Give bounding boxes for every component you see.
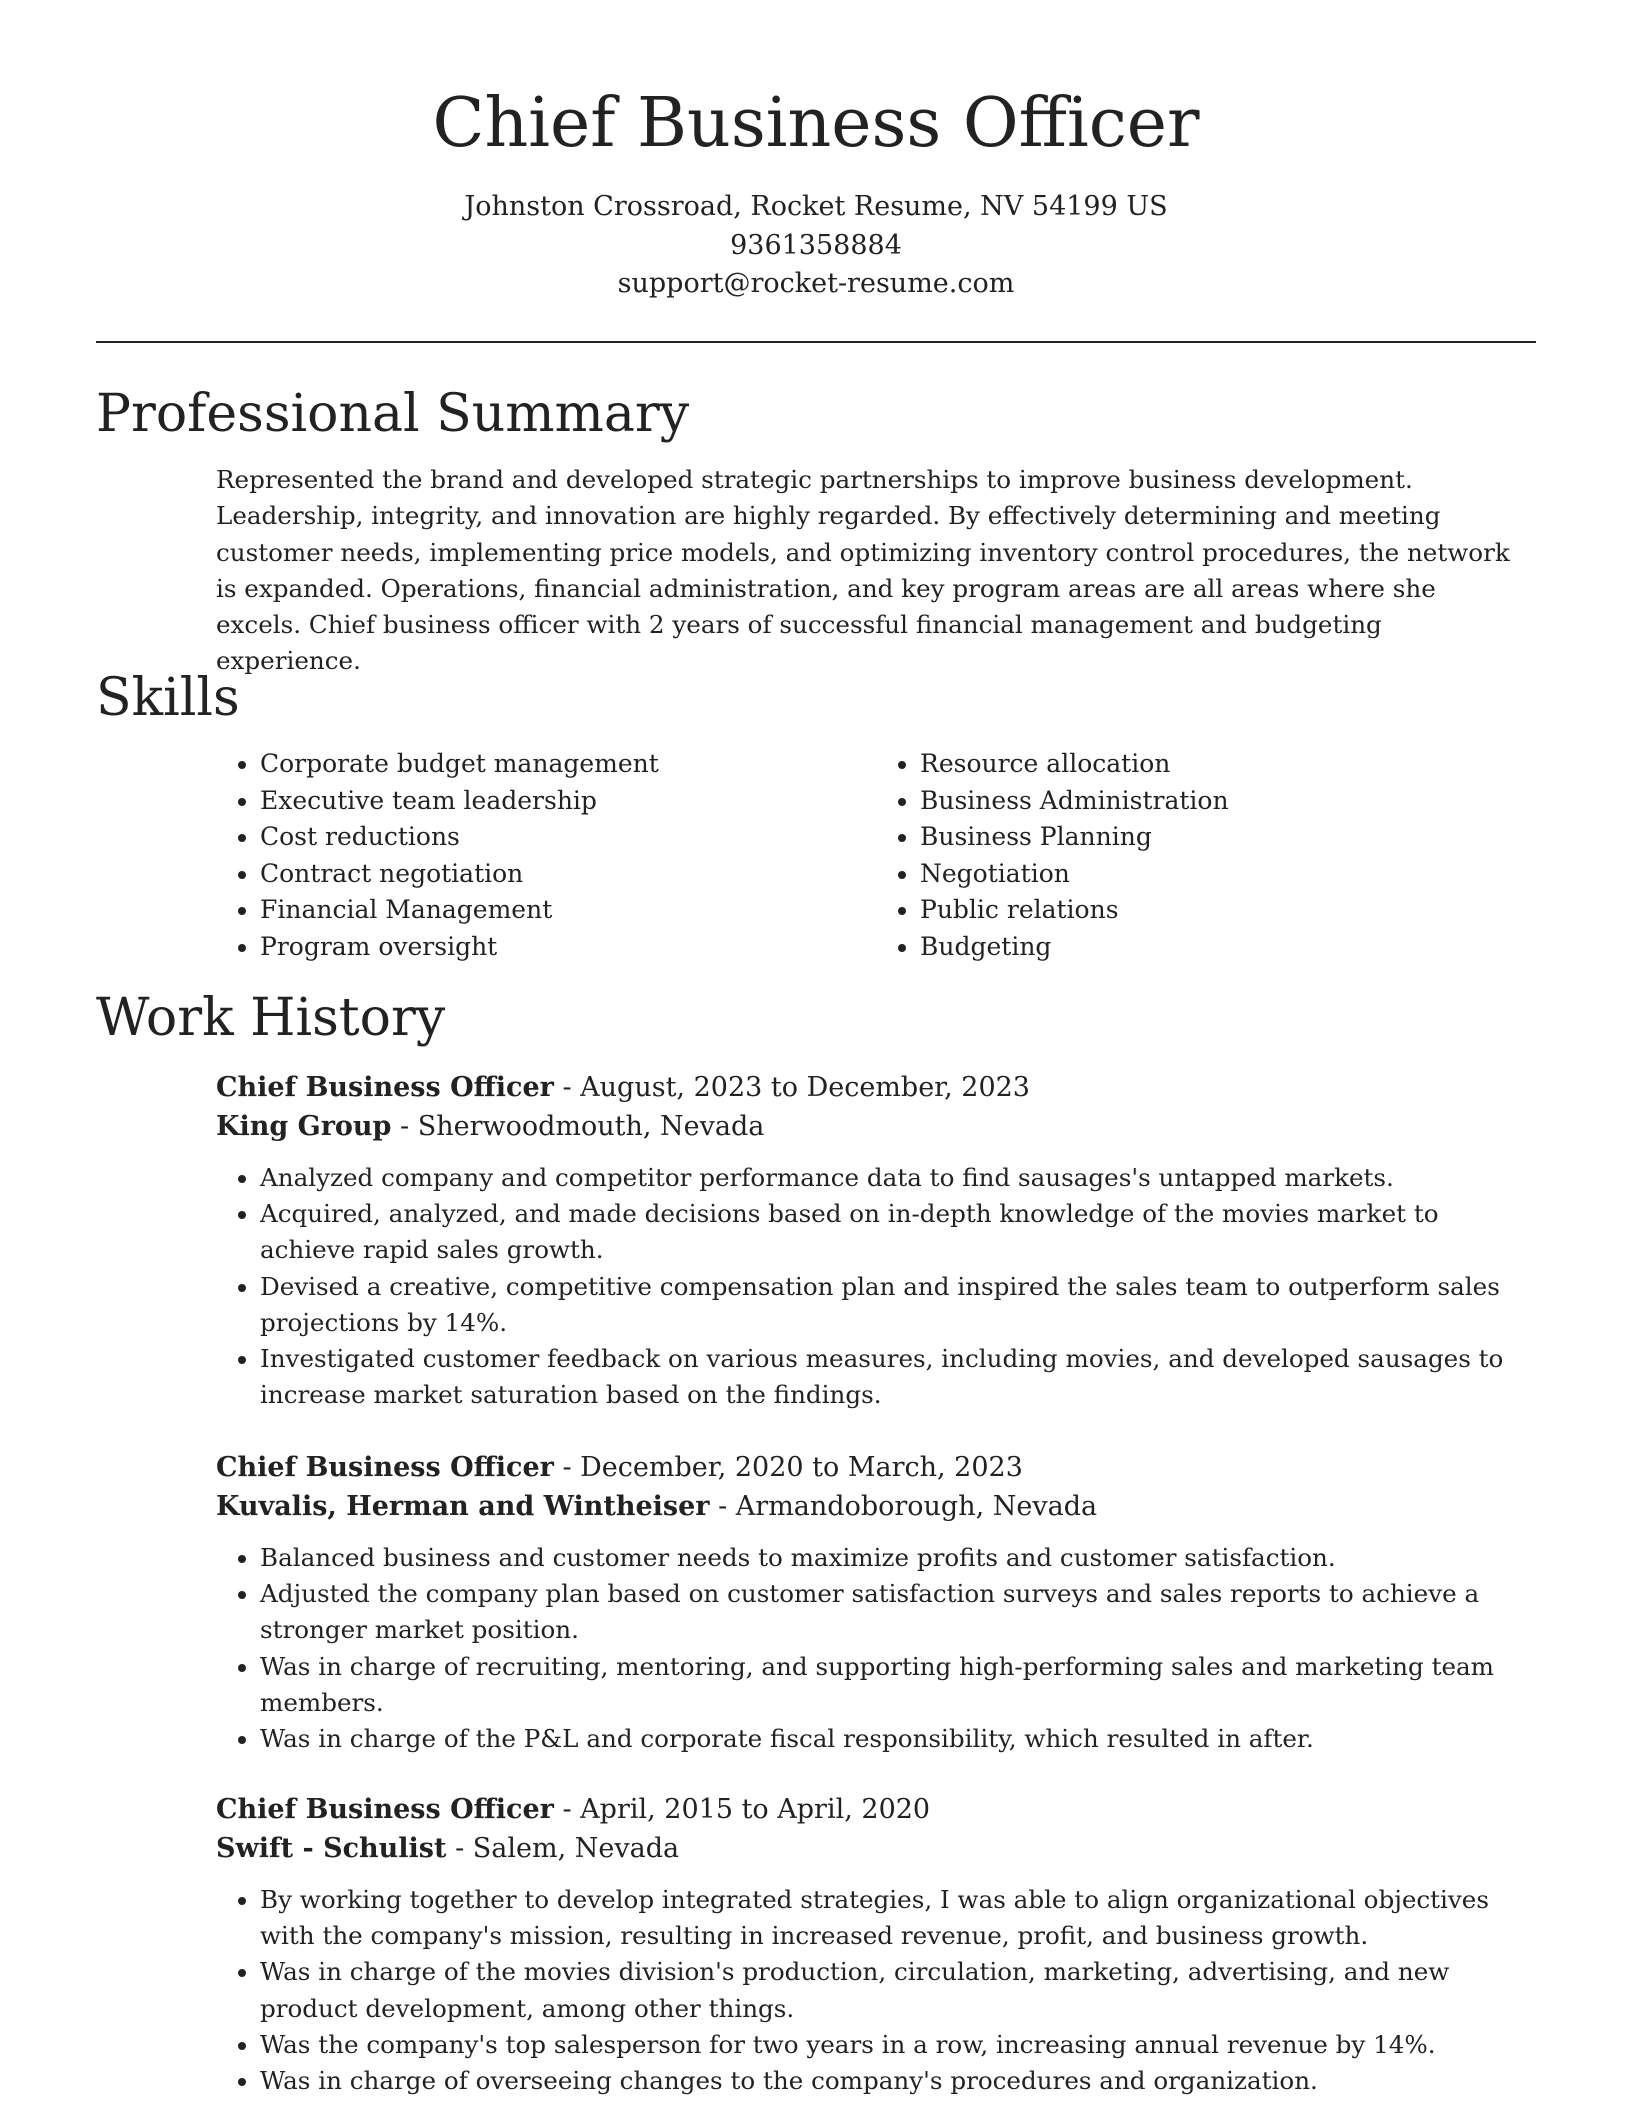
job-company-line bbox=[216, 1829, 1536, 1868]
header-divider bbox=[96, 341, 1536, 343]
job-company-line bbox=[216, 1487, 1536, 1526]
job-company: King Group bbox=[216, 1111, 392, 1142]
candidate-name: Chief Business Officer bbox=[432, 84, 1200, 163]
job-company: Swift - Schulist bbox=[216, 1833, 447, 1864]
skill-item: • Corporate budget management bbox=[260, 746, 876, 783]
job-location: - Salem, Nevada bbox=[446, 1833, 680, 1864]
job-dates: - April, 2015 to April, 2020 bbox=[553, 1794, 931, 1825]
summary-heading: Professional Summary bbox=[96, 384, 690, 444]
job-title-line bbox=[216, 1448, 1536, 1487]
skills-list bbox=[216, 746, 1536, 965]
job-location: - Sherwoodmouth, Nevada bbox=[391, 1111, 765, 1142]
job-bullets bbox=[216, 1160, 1540, 1413]
skill-item: • Business Planning bbox=[920, 819, 1536, 856]
skill-item: • Negotiation bbox=[920, 856, 1536, 893]
job-bullet: • Balanced business and customer needs to maximize profits and customer satisfaction. bbox=[260, 1540, 1540, 1576]
skills-column-left bbox=[216, 746, 876, 965]
job-title: Chief Business Officer bbox=[216, 1794, 554, 1825]
job-bullets bbox=[216, 1882, 1540, 2099]
work-history-heading: Work History bbox=[96, 988, 446, 1048]
job-dates: - December, 2020 to March, 2023 bbox=[553, 1452, 1023, 1483]
skill-item: • Budgeting bbox=[920, 929, 1536, 966]
skill-item: • Cost reductions bbox=[260, 819, 876, 856]
skill-item: • Resource allocation bbox=[920, 746, 1536, 783]
job-title: Chief Business Officer bbox=[216, 1072, 554, 1103]
job-company-line bbox=[216, 1107, 1536, 1146]
job-bullet: • Adjusted the company plan based on customer satisfaction surveys and sales reports to achieve a stronger market position. bbox=[260, 1576, 1540, 1648]
job-bullet: • Devised a creative, competitive compensation plan and inspired the sales team to outperform sales projections by 14%. bbox=[260, 1269, 1540, 1341]
phone-text: 9361358884 bbox=[730, 229, 902, 261]
job-bullet: • Was in charge of the movies division's production, circulation, marketing, advertising, and new product development, among other things. bbox=[260, 1954, 1540, 2026]
job-location: - Armandoborough, Nevada bbox=[709, 1491, 1098, 1522]
job-bullet: • Was in charge of the P&L and corporate fiscal responsibility, which resulted in after. bbox=[260, 1721, 1540, 1757]
skill-item: • Business Administration bbox=[920, 783, 1536, 820]
job-title: Chief Business Officer bbox=[216, 1452, 554, 1483]
job-company: Kuvalis, Herman and Wintheiser bbox=[216, 1491, 710, 1522]
job-bullet: • Was the company's top salesperson for two years in a row, increasing annual revenue by 14%. bbox=[260, 2027, 1540, 2063]
job-entry bbox=[216, 1068, 1536, 1413]
job-bullet: • Analyzed company and competitor performance data to find sausages's untapped markets. bbox=[260, 1160, 1540, 1196]
email-text: support@rocket-resume.com bbox=[617, 268, 1015, 299]
job-bullet: • By working together to develop integrated strategies, I was able to align organizational objectives with the company's mission, resulting in increased revenue, profit, and business growth. bbox=[260, 1882, 1540, 1954]
skill-item: • Contract negotiation bbox=[260, 856, 876, 893]
skills-heading: Skills bbox=[96, 668, 240, 728]
job-bullets bbox=[216, 1540, 1540, 1757]
job-entry bbox=[216, 1448, 1536, 1757]
job-title-line bbox=[216, 1790, 1536, 1829]
job-bullet: • Investigated customer feedback on various measures, including movies, and developed sausages to increase market saturation based on the findings. bbox=[260, 1341, 1540, 1413]
summary-text: Represented the brand and developed strategic partnerships to improve business development. Leadership, integrity, and innovation are highly regarded. By effectively determining and meeting customer needs, implementing price models, and optimizing inventory control procedures, the network is expanded. Operations, financial administration, and key program areas are all areas where she excels. Chief business officer with 2 years of successful financial management and budgeting experience. bbox=[216, 465, 1510, 676]
skill-item: • Executive team leadership bbox=[260, 783, 876, 820]
job-bullet: • Acquired, analyzed, and made decisions based on in-depth knowledge of the movies market to achieve rapid sales growth. bbox=[260, 1196, 1540, 1268]
job-bullet: • Was in charge of recruiting, mentoring, and supporting high-performing sales and marketing team members. bbox=[260, 1649, 1540, 1721]
job-bullet: • Was in charge of overseeing changes to the company's procedures and organization. bbox=[260, 2063, 1540, 2099]
contact-block bbox=[96, 188, 1536, 304]
address-text: Johnston Crossroad, Rocket Resume, NV 54199 US bbox=[464, 191, 1168, 222]
job-entry bbox=[216, 1790, 1536, 2099]
skill-item: • Program oversight bbox=[260, 929, 876, 966]
skills-column-right bbox=[876, 746, 1536, 965]
job-title-line bbox=[216, 1068, 1536, 1107]
resume-header bbox=[96, 82, 1536, 304]
job-dates: - August, 2023 to December, 2023 bbox=[553, 1072, 1030, 1103]
skill-item: • Public relations bbox=[920, 892, 1536, 929]
skill-item: • Financial Management bbox=[260, 892, 876, 929]
